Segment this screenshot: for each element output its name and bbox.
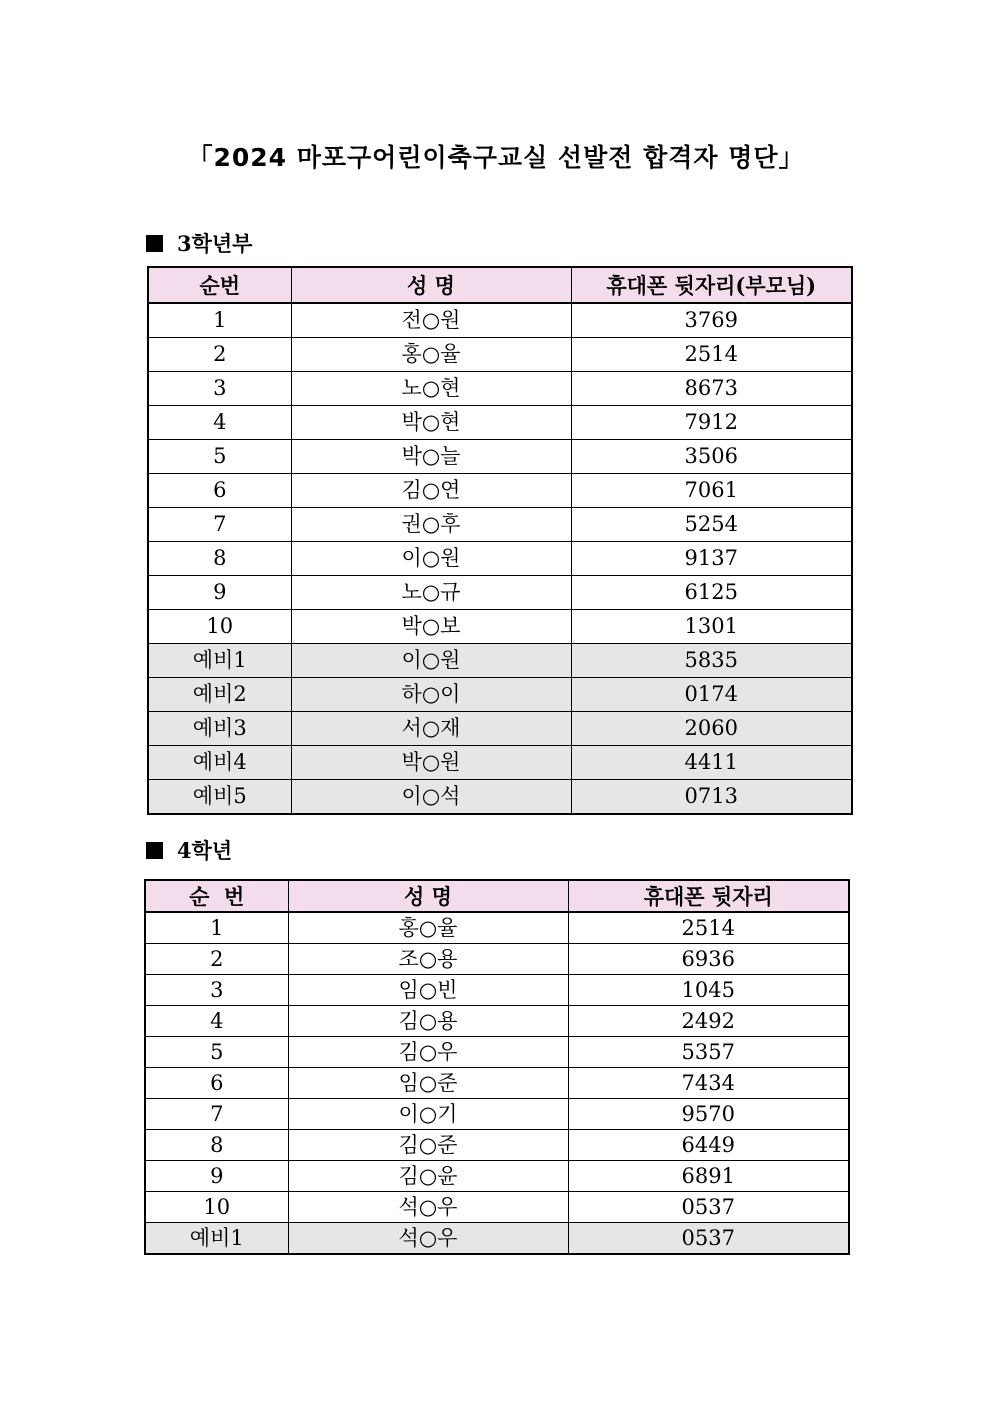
table-row <box>148 780 852 815</box>
table-row <box>145 1037 849 1068</box>
cell-phone-last4: 9137 <box>571 542 852 576</box>
column-header-name: 성 명 <box>288 880 568 912</box>
cell-name: 노○현 <box>291 372 571 406</box>
table-row <box>145 1130 849 1161</box>
cell-phone-last4: 6125 <box>571 576 852 610</box>
cell-rank: 2 <box>145 944 288 975</box>
cell-rank: 10 <box>148 610 291 644</box>
cell-name: 홍○율 <box>291 338 571 372</box>
cell-phone-last4: 7061 <box>571 474 852 508</box>
table-row <box>148 678 852 712</box>
cell-phone-last4: 5357 <box>568 1037 849 1068</box>
cell-name: 박○늘 <box>291 440 571 474</box>
cell-name: 노○규 <box>291 576 571 610</box>
table-row <box>145 1223 849 1255</box>
table-row <box>145 1068 849 1099</box>
cell-rank: 2 <box>148 338 291 372</box>
section-heading-grade4 <box>146 835 232 865</box>
cell-phone-last4: 0537 <box>568 1192 849 1223</box>
table-row <box>148 303 852 338</box>
cell-phone-last4: 6449 <box>568 1130 849 1161</box>
cell-phone-last4: 6936 <box>568 944 849 975</box>
cell-rank: 9 <box>145 1161 288 1192</box>
cell-name: 임○빈 <box>288 975 568 1006</box>
cell-name: 권○후 <box>291 508 571 542</box>
cell-name: 박○원 <box>291 746 571 780</box>
grade4-roster-table <box>144 879 850 1255</box>
cell-name: 하○이 <box>291 678 571 712</box>
table-row <box>148 372 852 406</box>
section-heading-grade3 <box>146 228 252 258</box>
cell-name: 이○원 <box>291 542 571 576</box>
table-row <box>148 542 852 576</box>
cell-rank: 3 <box>148 372 291 406</box>
cell-phone-last4: 4411 <box>571 746 852 780</box>
cell-phone-last4: 5835 <box>571 644 852 678</box>
cell-rank: 예비5 <box>148 780 291 815</box>
table-row <box>145 912 849 944</box>
cell-rank: 예비1 <box>145 1223 288 1255</box>
section-heading-label: 4학년 <box>177 838 233 863</box>
cell-rank: 8 <box>145 1130 288 1161</box>
cell-name: 김○용 <box>288 1006 568 1037</box>
cell-phone-last4: 8673 <box>571 372 852 406</box>
table-row <box>148 508 852 542</box>
cell-name: 석○우 <box>288 1192 568 1223</box>
cell-rank: 9 <box>148 576 291 610</box>
cell-phone-last4: 1301 <box>571 610 852 644</box>
column-header-phone: 휴대폰 뒷자리(부모님) <box>571 267 852 303</box>
cell-name: 이○기 <box>288 1099 568 1130</box>
cell-phone-last4: 0537 <box>568 1223 849 1255</box>
table-row <box>148 338 852 372</box>
table-row <box>145 1006 849 1037</box>
cell-name: 박○현 <box>291 406 571 440</box>
cell-name: 조○용 <box>288 944 568 975</box>
cell-rank: 4 <box>148 406 291 440</box>
cell-name: 김○우 <box>288 1037 568 1068</box>
cell-rank: 8 <box>148 542 291 576</box>
cell-name: 임○준 <box>288 1068 568 1099</box>
cell-rank: 5 <box>145 1037 288 1068</box>
cell-rank: 6 <box>148 474 291 508</box>
cell-rank: 4 <box>145 1006 288 1037</box>
cell-rank: 예비1 <box>148 644 291 678</box>
cell-rank: 예비4 <box>148 746 291 780</box>
cell-phone-last4: 6891 <box>568 1161 849 1192</box>
cell-rank: 7 <box>148 508 291 542</box>
cell-rank: 6 <box>145 1068 288 1099</box>
column-header-number: 순 번 <box>145 880 288 912</box>
grade3-roster-table <box>147 266 853 815</box>
cell-name: 김○윤 <box>288 1161 568 1192</box>
cell-name: 김○준 <box>288 1130 568 1161</box>
table-row <box>148 712 852 746</box>
table-row <box>148 746 852 780</box>
cell-name: 박○보 <box>291 610 571 644</box>
cell-name: 석○우 <box>288 1223 568 1255</box>
table-row <box>148 440 852 474</box>
table-row <box>148 610 852 644</box>
section-heading-label: 3학년부 <box>177 231 253 256</box>
table-row <box>148 474 852 508</box>
table-row <box>145 975 849 1006</box>
table-row <box>145 1161 849 1192</box>
table-row <box>145 944 849 975</box>
cell-phone-last4: 7912 <box>571 406 852 440</box>
cell-name: 이○석 <box>291 780 571 815</box>
cell-phone-last4: 3769 <box>571 303 852 338</box>
cell-rank: 7 <box>145 1099 288 1130</box>
cell-name: 서○재 <box>291 712 571 746</box>
column-header-number: 순번 <box>148 267 291 303</box>
cell-rank: 1 <box>148 303 291 338</box>
cell-rank: 예비3 <box>148 712 291 746</box>
cell-name: 김○연 <box>291 474 571 508</box>
cell-phone-last4: 2514 <box>568 912 849 944</box>
cell-phone-last4: 0174 <box>571 678 852 712</box>
black-square-bullet-icon <box>146 842 163 859</box>
cell-phone-last4: 2060 <box>571 712 852 746</box>
cell-rank: 10 <box>145 1192 288 1223</box>
page-title: 「2024 마포구어린이축구교실 선발전 합격자 명단」 <box>187 143 805 172</box>
cell-phone-last4: 5254 <box>571 508 852 542</box>
cell-phone-last4: 3506 <box>571 440 852 474</box>
column-header-phone: 휴대폰 뒷자리 <box>568 880 849 912</box>
cell-name: 전○원 <box>291 303 571 338</box>
cell-rank: 1 <box>145 912 288 944</box>
cell-phone-last4: 9570 <box>568 1099 849 1130</box>
cell-name: 이○원 <box>291 644 571 678</box>
table-row <box>145 1192 849 1223</box>
table-row <box>148 644 852 678</box>
cell-phone-last4: 2514 <box>571 338 852 372</box>
table-row <box>145 1099 849 1130</box>
table-row <box>148 406 852 440</box>
cell-phone-last4: 7434 <box>568 1068 849 1099</box>
cell-rank: 예비2 <box>148 678 291 712</box>
table-row <box>148 576 852 610</box>
cell-rank: 3 <box>145 975 288 1006</box>
table-header-row <box>145 880 849 912</box>
black-square-bullet-icon <box>146 235 163 252</box>
cell-phone-last4: 2492 <box>568 1006 849 1037</box>
cell-phone-last4: 0713 <box>571 780 852 815</box>
cell-name: 홍○율 <box>288 912 568 944</box>
column-header-name: 성 명 <box>291 267 571 303</box>
table-header-row <box>148 267 852 303</box>
cell-rank: 5 <box>148 440 291 474</box>
cell-phone-last4: 1045 <box>568 975 849 1006</box>
